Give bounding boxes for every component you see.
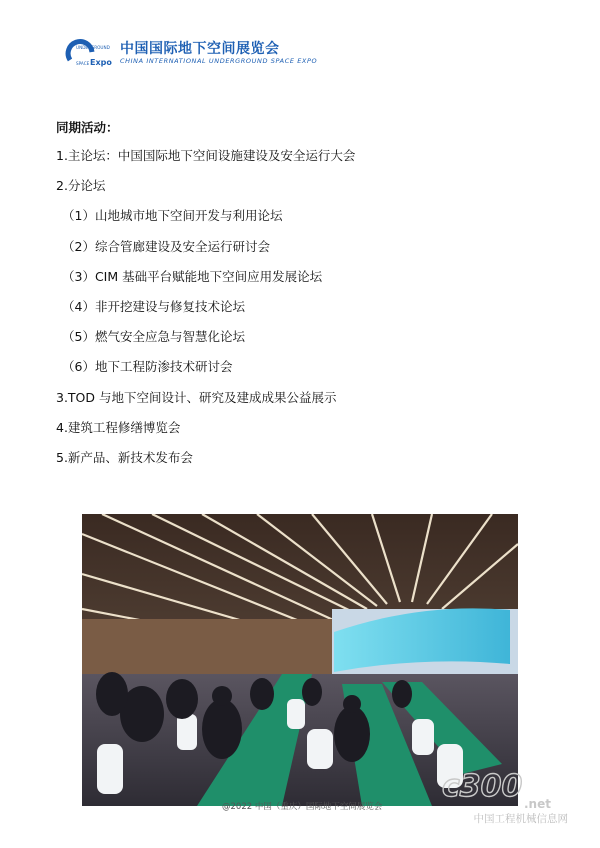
activity-item: 5.新产品、新技术发布会 xyxy=(56,449,193,465)
sub-forum-item: （5）燃气安全应急与智慧化论坛 xyxy=(62,329,245,345)
logo-mark-bottom: SPACE xyxy=(76,61,90,66)
sub-forum-item: （3）CIM 基础平台赋能地下空间应用发展论坛 xyxy=(62,268,323,284)
sub-forum-item: （4）非开挖建设与修复技术论坛 xyxy=(62,298,245,314)
activities-section xyxy=(56,118,556,479)
conference-hall-image xyxy=(82,514,518,806)
logo-title-cn: 中国国际地下空间展览会 xyxy=(120,41,280,57)
activity-item: 4.建筑工程修缮博览会 xyxy=(56,419,181,435)
activity-item: 1.主论坛：中国国际地下空间设施建设及安全运行大会 xyxy=(56,148,356,163)
logo-mark-top: UNDERGROUND xyxy=(76,45,110,50)
sub-forum-item: （1）山地城市地下空间开发与利用论坛 xyxy=(62,208,283,224)
logo-title-en: CHINA INTERNATIONAL UNDERGROUND SPACE EXPO xyxy=(120,57,318,65)
sub-forum-item: （6）地下工程防渗技术研讨会 xyxy=(62,359,233,375)
watermark-domain: .net xyxy=(524,797,551,810)
watermark-text: 中国工程机械信息网 xyxy=(473,813,568,825)
activity-item: 2.分论坛 xyxy=(56,178,106,194)
header-logo xyxy=(62,36,322,72)
conference-photo xyxy=(82,514,518,806)
photo-caption: @2022 中国（重庆）国际地下空间展览会 xyxy=(222,802,383,812)
c300-watermark-icon xyxy=(436,764,566,810)
section-title: 同期活动： xyxy=(56,120,119,135)
expo-logo-icon xyxy=(62,38,116,68)
sub-forum-item: （2）综合管廊建设及安全运行研讨会 xyxy=(62,238,270,254)
activity-item: 3.TOD 与地下空间设计、研究及建成成果公益展示 xyxy=(56,389,337,405)
watermark-logo: c300 xyxy=(442,769,523,804)
logo-mark-word: Expo xyxy=(90,58,112,67)
